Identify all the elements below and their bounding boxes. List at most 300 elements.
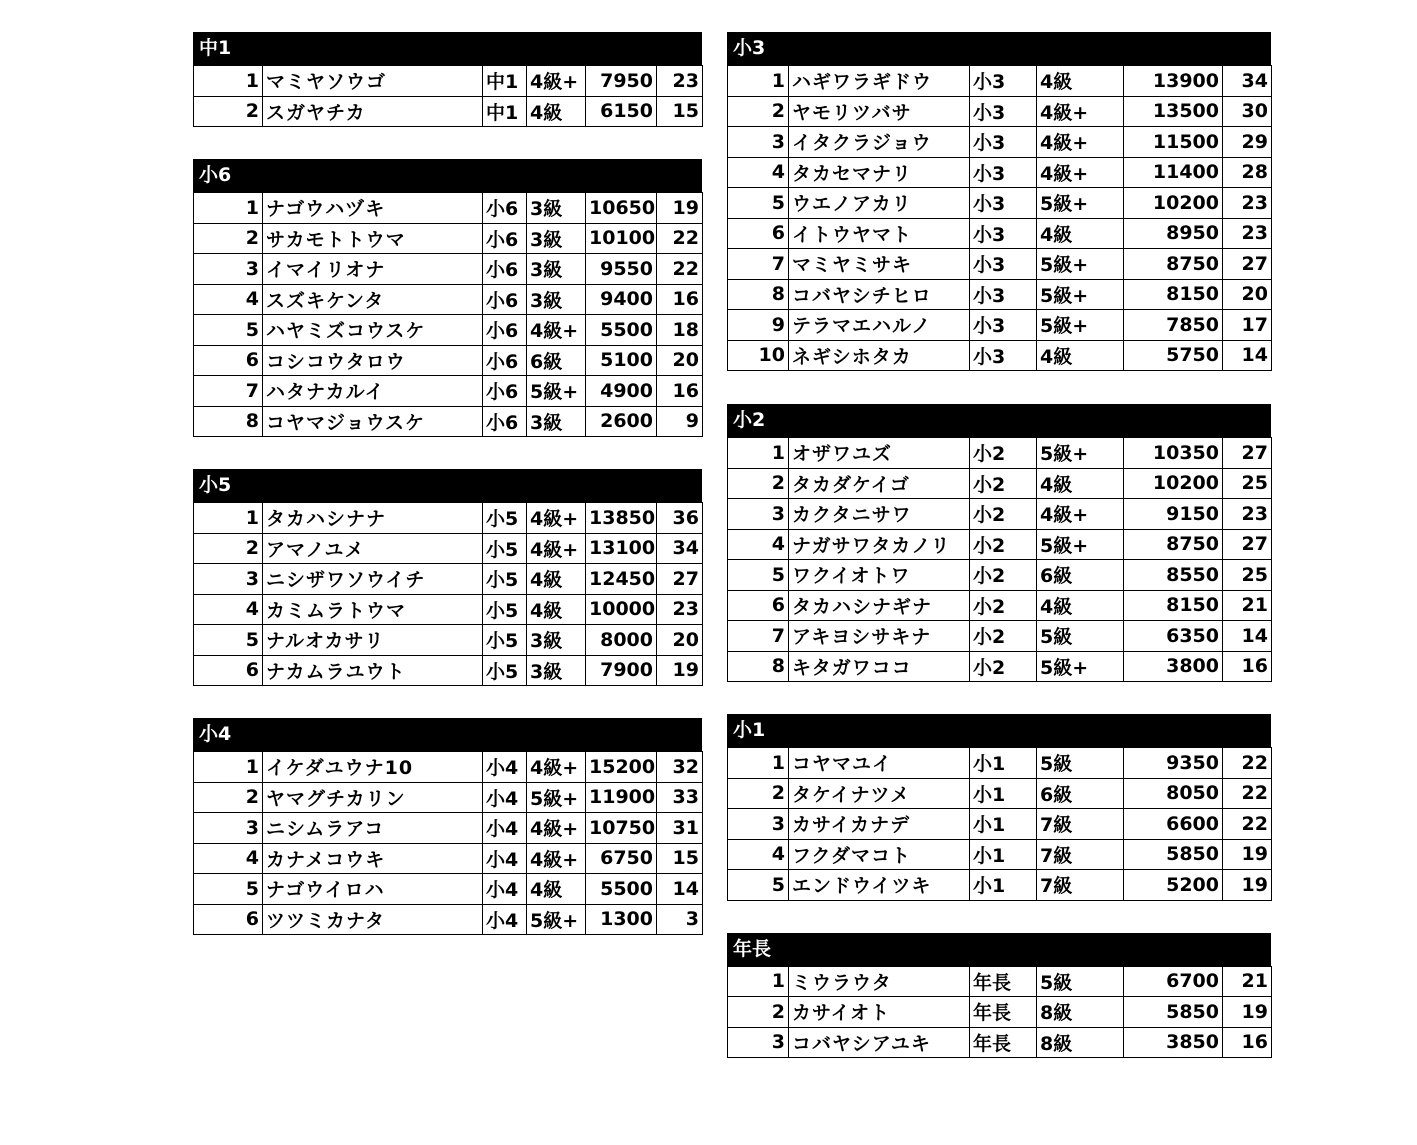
grade-cell: 小5 bbox=[483, 564, 527, 595]
grade-cell: 小6 bbox=[483, 254, 527, 285]
table-row bbox=[194, 564, 703, 595]
group-title: 中1 bbox=[193, 32, 702, 65]
name-cell: タカダケイゴ bbox=[789, 468, 970, 499]
score-cell: 13850 bbox=[586, 503, 657, 534]
rank-cell: 6 bbox=[194, 655, 263, 686]
table-row bbox=[728, 748, 1272, 779]
count-cell: 22 bbox=[657, 254, 703, 285]
name-cell: タカセマナリ bbox=[789, 157, 970, 188]
name-cell: ナゴウイロハ bbox=[263, 874, 483, 905]
score-cell: 10100 bbox=[586, 223, 657, 254]
count-cell: 28 bbox=[1223, 157, 1272, 188]
rank-cell: 1 bbox=[194, 66, 263, 97]
rank-cell: 5 bbox=[194, 625, 263, 656]
count-cell: 27 bbox=[657, 564, 703, 595]
group-中1 bbox=[193, 32, 702, 127]
level-cell: 4級 bbox=[1037, 218, 1124, 249]
name-cell: ヤモリツバサ bbox=[789, 96, 970, 127]
table-row bbox=[194, 813, 703, 844]
level-cell: 4級 bbox=[1037, 590, 1124, 621]
rank-cell: 1 bbox=[728, 438, 789, 469]
count-cell: 16 bbox=[1223, 1027, 1272, 1058]
rank-cell: 5 bbox=[194, 315, 263, 346]
name-cell: オザワユズ bbox=[789, 438, 970, 469]
table-row bbox=[728, 157, 1272, 188]
rank-cell: 9 bbox=[728, 310, 789, 341]
grade-cell: 年長 bbox=[970, 966, 1037, 997]
table-row bbox=[728, 310, 1272, 341]
score-cell: 9150 bbox=[1124, 499, 1223, 530]
left-column bbox=[193, 32, 702, 967]
level-cell: 4級+ bbox=[527, 66, 586, 97]
name-cell: テラマエハルノ bbox=[789, 310, 970, 341]
score-cell: 7900 bbox=[586, 655, 657, 686]
rank-cell: 8 bbox=[728, 279, 789, 310]
rank-cell: 4 bbox=[728, 157, 789, 188]
count-cell: 16 bbox=[657, 376, 703, 407]
count-cell: 3 bbox=[657, 904, 703, 935]
grade-cell: 小3 bbox=[970, 310, 1037, 341]
score-cell: 6700 bbox=[1124, 966, 1223, 997]
count-cell: 19 bbox=[657, 655, 703, 686]
score-cell: 11900 bbox=[586, 782, 657, 813]
score-cell: 13100 bbox=[586, 533, 657, 564]
table-row bbox=[728, 218, 1272, 249]
rank-cell: 3 bbox=[194, 254, 263, 285]
name-cell: スガヤチカ bbox=[263, 96, 483, 127]
count-cell: 23 bbox=[1223, 188, 1272, 219]
grade-cell: 年長 bbox=[970, 1027, 1037, 1058]
name-cell: カサイカナデ bbox=[789, 809, 970, 840]
rank-cell: 3 bbox=[728, 499, 789, 530]
level-cell: 5級 bbox=[1037, 966, 1124, 997]
table-row bbox=[728, 188, 1272, 219]
name-cell: ウエノアカリ bbox=[789, 188, 970, 219]
rank-cell: 3 bbox=[728, 127, 789, 158]
level-cell: 5級+ bbox=[1037, 279, 1124, 310]
count-cell: 27 bbox=[1223, 249, 1272, 280]
grade-cell: 小3 bbox=[970, 157, 1037, 188]
rank-cell: 2 bbox=[194, 96, 263, 127]
ranking-table bbox=[727, 966, 1272, 1059]
group-title: 小3 bbox=[727, 32, 1271, 65]
score-cell: 8750 bbox=[1124, 249, 1223, 280]
name-cell: フクダマコト bbox=[789, 839, 970, 870]
name-cell: アマノユメ bbox=[263, 533, 483, 564]
score-cell: 11400 bbox=[1124, 157, 1223, 188]
score-cell: 13900 bbox=[1124, 66, 1223, 97]
score-cell: 5500 bbox=[586, 874, 657, 905]
table-row bbox=[728, 590, 1272, 621]
count-cell: 23 bbox=[657, 66, 703, 97]
name-cell: エンドウイツキ bbox=[789, 870, 970, 901]
grade-cell: 小2 bbox=[970, 438, 1037, 469]
level-cell: 5級+ bbox=[527, 904, 586, 935]
count-cell: 32 bbox=[657, 752, 703, 783]
grade-cell: 小3 bbox=[970, 218, 1037, 249]
score-cell: 10200 bbox=[1124, 468, 1223, 499]
table-row bbox=[194, 193, 703, 224]
count-cell: 19 bbox=[1223, 997, 1272, 1028]
table-row bbox=[194, 254, 703, 285]
rank-cell: 7 bbox=[194, 376, 263, 407]
table-row bbox=[728, 340, 1272, 371]
table-row bbox=[728, 809, 1272, 840]
rank-cell: 1 bbox=[728, 748, 789, 779]
grade-cell: 小2 bbox=[970, 651, 1037, 682]
level-cell: 4級+ bbox=[1037, 96, 1124, 127]
score-cell: 6150 bbox=[586, 96, 657, 127]
level-cell: 7級 bbox=[1037, 870, 1124, 901]
name-cell: ネギシホタカ bbox=[789, 340, 970, 371]
rank-cell: 2 bbox=[194, 782, 263, 813]
grade-cell: 年長 bbox=[970, 997, 1037, 1028]
grade-cell: 小1 bbox=[970, 839, 1037, 870]
table-row bbox=[194, 625, 703, 656]
count-cell: 15 bbox=[657, 96, 703, 127]
name-cell: ニシザワソウイチ bbox=[263, 564, 483, 595]
table-row bbox=[728, 651, 1272, 682]
grade-cell: 小2 bbox=[970, 590, 1037, 621]
grade-cell: 小5 bbox=[483, 533, 527, 564]
name-cell: サカモトトウマ bbox=[263, 223, 483, 254]
level-cell: 8級 bbox=[1037, 997, 1124, 1028]
count-cell: 23 bbox=[657, 594, 703, 625]
table-row bbox=[194, 843, 703, 874]
grade-cell: 中1 bbox=[483, 96, 527, 127]
grade-cell: 小6 bbox=[483, 193, 527, 224]
name-cell: コバヤシアユキ bbox=[789, 1027, 970, 1058]
count-cell: 20 bbox=[657, 345, 703, 376]
rank-cell: 1 bbox=[728, 966, 789, 997]
group-小5 bbox=[193, 469, 702, 686]
level-cell: 4級 bbox=[1037, 66, 1124, 97]
name-cell: キタガワココ bbox=[789, 651, 970, 682]
grade-cell: 小3 bbox=[970, 279, 1037, 310]
name-cell: カナメコウキ bbox=[263, 843, 483, 874]
count-cell: 34 bbox=[1223, 66, 1272, 97]
grade-cell: 小4 bbox=[483, 904, 527, 935]
ranking-table bbox=[727, 747, 1272, 901]
table-row bbox=[194, 533, 703, 564]
name-cell: ツツミカナタ bbox=[263, 904, 483, 935]
rank-cell: 8 bbox=[194, 406, 263, 437]
table-row bbox=[194, 782, 703, 813]
score-cell: 3850 bbox=[1124, 1027, 1223, 1058]
rank-cell: 3 bbox=[194, 813, 263, 844]
name-cell: ハヤミズコウスケ bbox=[263, 315, 483, 346]
level-cell: 3級 bbox=[527, 406, 586, 437]
count-cell: 31 bbox=[657, 813, 703, 844]
count-cell: 27 bbox=[1223, 438, 1272, 469]
table-row bbox=[194, 223, 703, 254]
grade-cell: 小5 bbox=[483, 655, 527, 686]
name-cell: イケダユウナ10 bbox=[263, 752, 483, 783]
count-cell: 27 bbox=[1223, 529, 1272, 560]
group-年長 bbox=[727, 933, 1271, 1059]
level-cell: 4級+ bbox=[527, 813, 586, 844]
ranking-table bbox=[193, 65, 703, 127]
name-cell: マミヤミサキ bbox=[789, 249, 970, 280]
grade-cell: 小4 bbox=[483, 752, 527, 783]
count-cell: 25 bbox=[1223, 468, 1272, 499]
rank-cell: 4 bbox=[194, 284, 263, 315]
name-cell: ワクイオトワ bbox=[789, 560, 970, 591]
rank-cell: 8 bbox=[728, 651, 789, 682]
name-cell: イトウヤマト bbox=[789, 218, 970, 249]
table-row bbox=[728, 438, 1272, 469]
table-row bbox=[728, 96, 1272, 127]
table-row bbox=[728, 839, 1272, 870]
rank-cell: 7 bbox=[728, 621, 789, 652]
grade-cell: 小1 bbox=[970, 778, 1037, 809]
rank-cell: 2 bbox=[194, 223, 263, 254]
table-row bbox=[728, 468, 1272, 499]
rank-cell: 3 bbox=[728, 809, 789, 840]
score-cell: 9550 bbox=[586, 254, 657, 285]
grade-cell: 小3 bbox=[970, 188, 1037, 219]
count-cell: 16 bbox=[657, 284, 703, 315]
level-cell: 3級 bbox=[527, 284, 586, 315]
grade-cell: 小5 bbox=[483, 594, 527, 625]
rank-cell: 2 bbox=[728, 96, 789, 127]
rank-cell: 2 bbox=[194, 533, 263, 564]
score-cell: 9400 bbox=[586, 284, 657, 315]
grade-cell: 小6 bbox=[483, 376, 527, 407]
count-cell: 19 bbox=[657, 193, 703, 224]
name-cell: スズキケンタ bbox=[263, 284, 483, 315]
count-cell: 22 bbox=[657, 223, 703, 254]
score-cell: 5850 bbox=[1124, 839, 1223, 870]
level-cell: 4級 bbox=[1037, 340, 1124, 371]
count-cell: 22 bbox=[1223, 809, 1272, 840]
table-row bbox=[728, 870, 1272, 901]
score-cell: 4900 bbox=[586, 376, 657, 407]
rank-cell: 1 bbox=[194, 193, 263, 224]
name-cell: コヤマジョウスケ bbox=[263, 406, 483, 437]
level-cell: 5級+ bbox=[1037, 438, 1124, 469]
grade-cell: 小2 bbox=[970, 499, 1037, 530]
count-cell: 20 bbox=[657, 625, 703, 656]
level-cell: 4級+ bbox=[527, 315, 586, 346]
name-cell: ハギワラギドウ bbox=[789, 66, 970, 97]
name-cell: カサイオト bbox=[789, 997, 970, 1028]
rank-cell: 4 bbox=[194, 843, 263, 874]
table-row bbox=[728, 778, 1272, 809]
grade-cell: 小6 bbox=[483, 223, 527, 254]
ranking-table bbox=[193, 502, 703, 686]
score-cell: 2600 bbox=[586, 406, 657, 437]
rank-cell: 1 bbox=[194, 503, 263, 534]
table-row bbox=[728, 1027, 1272, 1058]
score-cell: 7850 bbox=[1124, 310, 1223, 341]
name-cell: ナガサワタカノリ bbox=[789, 529, 970, 560]
grade-cell: 小3 bbox=[970, 96, 1037, 127]
rank-cell: 4 bbox=[728, 529, 789, 560]
rank-cell: 5 bbox=[728, 870, 789, 901]
rank-cell: 5 bbox=[728, 188, 789, 219]
name-cell: ナカムラユウト bbox=[263, 655, 483, 686]
count-cell: 30 bbox=[1223, 96, 1272, 127]
rank-cell: 6 bbox=[728, 218, 789, 249]
count-cell: 22 bbox=[1223, 778, 1272, 809]
group-小2 bbox=[727, 404, 1271, 682]
count-cell: 15 bbox=[657, 843, 703, 874]
ranking-table bbox=[193, 751, 703, 935]
name-cell: ナルオカサリ bbox=[263, 625, 483, 656]
table-row bbox=[728, 560, 1272, 591]
table-row bbox=[728, 499, 1272, 530]
level-cell: 4級+ bbox=[527, 503, 586, 534]
level-cell: 5級+ bbox=[1037, 188, 1124, 219]
name-cell: イマイリオナ bbox=[263, 254, 483, 285]
group-title: 小6 bbox=[193, 159, 702, 192]
count-cell: 20 bbox=[1223, 279, 1272, 310]
score-cell: 6600 bbox=[1124, 809, 1223, 840]
score-cell: 10750 bbox=[586, 813, 657, 844]
grade-cell: 小6 bbox=[483, 406, 527, 437]
name-cell: ミウラウタ bbox=[789, 966, 970, 997]
count-cell: 14 bbox=[1223, 340, 1272, 371]
level-cell: 3級 bbox=[527, 625, 586, 656]
level-cell: 4級+ bbox=[1037, 499, 1124, 530]
table-row bbox=[194, 406, 703, 437]
level-cell: 5級+ bbox=[527, 376, 586, 407]
score-cell: 8000 bbox=[586, 625, 657, 656]
score-cell: 8750 bbox=[1124, 529, 1223, 560]
level-cell: 4級+ bbox=[1037, 127, 1124, 158]
grade-cell: 小3 bbox=[970, 249, 1037, 280]
count-cell: 17 bbox=[1223, 310, 1272, 341]
score-cell: 5850 bbox=[1124, 997, 1223, 1028]
score-cell: 8150 bbox=[1124, 279, 1223, 310]
rank-cell: 1 bbox=[194, 752, 263, 783]
score-cell: 5500 bbox=[586, 315, 657, 346]
level-cell: 8級 bbox=[1037, 1027, 1124, 1058]
table-row bbox=[194, 904, 703, 935]
level-cell: 5級 bbox=[1037, 748, 1124, 779]
grade-cell: 小2 bbox=[970, 560, 1037, 591]
score-cell: 10350 bbox=[1124, 438, 1223, 469]
level-cell: 5級+ bbox=[1037, 651, 1124, 682]
grade-cell: 小2 bbox=[970, 468, 1037, 499]
table-row bbox=[194, 66, 703, 97]
table-row bbox=[728, 529, 1272, 560]
table-row bbox=[194, 752, 703, 783]
score-cell: 10000 bbox=[586, 594, 657, 625]
level-cell: 4級+ bbox=[527, 843, 586, 874]
right-column bbox=[727, 32, 1271, 1090]
name-cell: タカハシナギナ bbox=[789, 590, 970, 621]
rank-cell: 7 bbox=[728, 249, 789, 280]
level-cell: 4級+ bbox=[527, 533, 586, 564]
rank-cell: 3 bbox=[194, 564, 263, 595]
score-cell: 7950 bbox=[586, 66, 657, 97]
level-cell: 5級+ bbox=[527, 782, 586, 813]
rank-cell: 6 bbox=[194, 904, 263, 935]
table-row bbox=[728, 279, 1272, 310]
table-row bbox=[728, 621, 1272, 652]
count-cell: 33 bbox=[657, 782, 703, 813]
rank-cell: 6 bbox=[194, 345, 263, 376]
level-cell: 4級 bbox=[527, 594, 586, 625]
count-cell: 21 bbox=[1223, 590, 1272, 621]
rank-cell: 6 bbox=[728, 590, 789, 621]
group-小6 bbox=[193, 159, 702, 437]
level-cell: 3級 bbox=[527, 193, 586, 224]
name-cell: マミヤソウゴ bbox=[263, 66, 483, 97]
grade-cell: 小3 bbox=[970, 127, 1037, 158]
grade-cell: 小4 bbox=[483, 874, 527, 905]
grade-cell: 小4 bbox=[483, 843, 527, 874]
score-cell: 8050 bbox=[1124, 778, 1223, 809]
score-cell: 10650 bbox=[586, 193, 657, 224]
rank-cell: 10 bbox=[728, 340, 789, 371]
ranking-table bbox=[727, 437, 1272, 682]
level-cell: 4級 bbox=[1037, 468, 1124, 499]
grade-cell: 中1 bbox=[483, 66, 527, 97]
name-cell: カミムラトウマ bbox=[263, 594, 483, 625]
grade-cell: 小6 bbox=[483, 284, 527, 315]
group-小4 bbox=[193, 718, 702, 935]
level-cell: 5級+ bbox=[1037, 310, 1124, 341]
score-cell: 8550 bbox=[1124, 560, 1223, 591]
count-cell: 16 bbox=[1223, 651, 1272, 682]
name-cell: カクタニサワ bbox=[789, 499, 970, 530]
grade-cell: 小3 bbox=[970, 66, 1037, 97]
level-cell: 5級+ bbox=[1037, 249, 1124, 280]
group-title: 小4 bbox=[193, 718, 702, 751]
count-cell: 9 bbox=[657, 406, 703, 437]
group-title: 小2 bbox=[727, 404, 1271, 437]
name-cell: ナゴウハヅキ bbox=[263, 193, 483, 224]
count-cell: 22 bbox=[1223, 748, 1272, 779]
count-cell: 23 bbox=[1223, 499, 1272, 530]
count-cell: 14 bbox=[657, 874, 703, 905]
name-cell: ハタナカルイ bbox=[263, 376, 483, 407]
name-cell: ニシムラアコ bbox=[263, 813, 483, 844]
grade-cell: 小1 bbox=[970, 748, 1037, 779]
grade-cell: 小1 bbox=[970, 809, 1037, 840]
score-cell: 6350 bbox=[1124, 621, 1223, 652]
level-cell: 4級 bbox=[527, 96, 586, 127]
table-row bbox=[194, 315, 703, 346]
grade-cell: 小6 bbox=[483, 315, 527, 346]
group-title: 小5 bbox=[193, 469, 702, 502]
rank-cell: 2 bbox=[728, 468, 789, 499]
ranking-table bbox=[727, 65, 1272, 371]
rank-cell: 5 bbox=[728, 560, 789, 591]
count-cell: 19 bbox=[1223, 870, 1272, 901]
name-cell: タカハシナナ bbox=[263, 503, 483, 534]
score-cell: 8950 bbox=[1124, 218, 1223, 249]
count-cell: 25 bbox=[1223, 560, 1272, 591]
table-row bbox=[194, 594, 703, 625]
group-小3 bbox=[727, 32, 1271, 371]
score-cell: 10200 bbox=[1124, 188, 1223, 219]
level-cell: 6級 bbox=[1037, 560, 1124, 591]
name-cell: ヤマグチカリン bbox=[263, 782, 483, 813]
grade-cell: 小2 bbox=[970, 621, 1037, 652]
table-row bbox=[194, 96, 703, 127]
name-cell: イタクラジョウ bbox=[789, 127, 970, 158]
table-row bbox=[728, 66, 1272, 97]
level-cell: 7級 bbox=[1037, 839, 1124, 870]
score-cell: 5200 bbox=[1124, 870, 1223, 901]
level-cell: 5級 bbox=[1037, 621, 1124, 652]
rank-cell: 4 bbox=[728, 839, 789, 870]
level-cell: 6級 bbox=[527, 345, 586, 376]
